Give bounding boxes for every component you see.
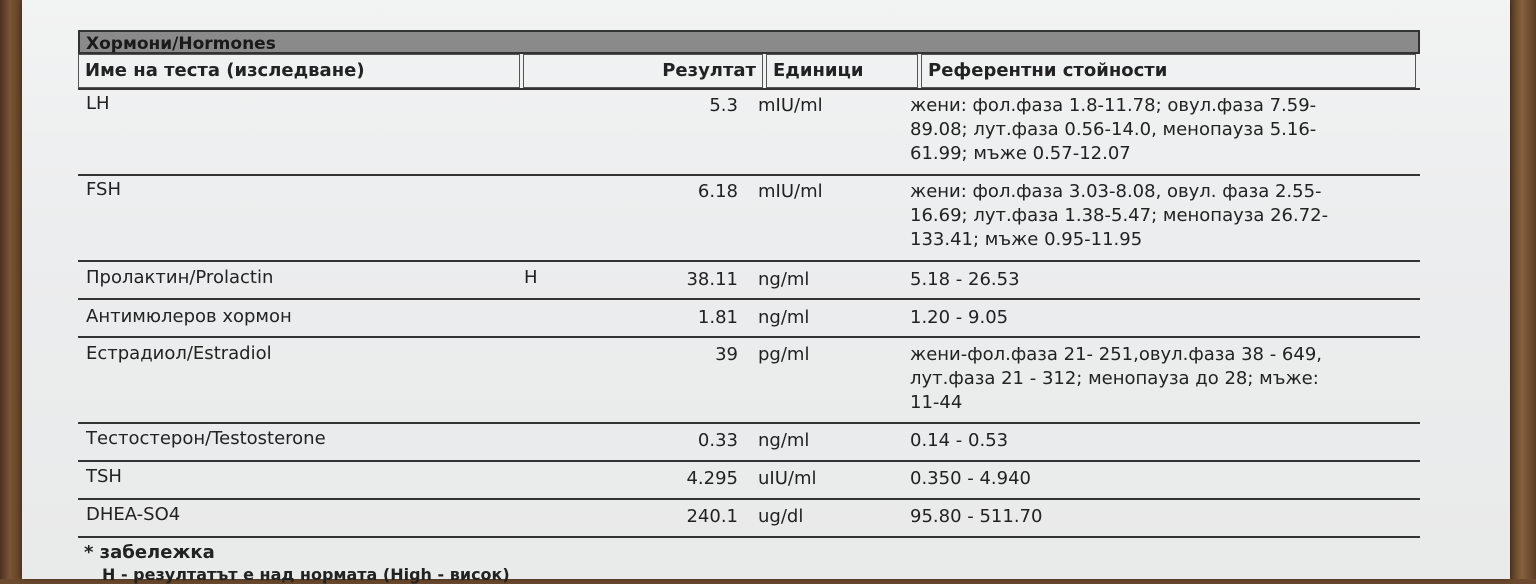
reference-range: 0.14 - 0.53 — [910, 430, 1009, 451]
column-header-reference: Референтни стойности — [921, 54, 1416, 88]
table-header — [78, 54, 1420, 90]
result-value: 39 — [715, 344, 738, 365]
table-row-lh — [78, 90, 1420, 176]
hormones-table — [78, 30, 1420, 584]
result-flag — [524, 500, 584, 536]
result-value: 240.1 — [686, 506, 738, 527]
result-flag — [524, 462, 584, 498]
result-unit: uIU/ml — [758, 468, 817, 489]
test-name: FSH — [86, 179, 121, 200]
section-title: Хормони/Hormones — [78, 30, 1420, 54]
result-value: 6.18 — [697, 181, 738, 202]
test-name: Антимюлеров хормон — [86, 306, 292, 327]
result-flag — [524, 424, 584, 460]
reference-range: 95.80 - 511.70 — [910, 506, 1043, 527]
result-unit: ng/ml — [758, 307, 810, 328]
test-name: TSH — [86, 466, 122, 487]
reference-range: жени-фол.фаза 21- 251,овул.фаза 38 - 649, лут.фаза 21 - 312; менопауза до 28; мъже: 11-44 — [910, 344, 1322, 413]
table-row-fsh — [78, 176, 1420, 262]
column-header-result: Резултат — [523, 54, 763, 88]
test-name: LH — [86, 93, 110, 114]
reference-range: 1.20 - 9.05 — [910, 307, 1009, 328]
reference-range: 5.18 - 26.53 — [910, 269, 1020, 290]
table-row-tsh — [78, 462, 1420, 500]
result-unit: mIU/ml — [758, 181, 823, 202]
reference-range: 0.350 - 4.940 — [910, 468, 1031, 489]
reference-range: жени: фол.фаза 1.8-11.78; овул.фаза 7.59- 89.08; лут.фаза 0.56-14.0, менопауза 5.16- 61.99; мъже 0.57-12.07 — [910, 95, 1317, 164]
result-unit: ng/ml — [758, 269, 810, 290]
column-header-units: Единици — [766, 54, 918, 88]
result-unit: ug/dl — [758, 506, 804, 527]
result-flag — [524, 90, 584, 174]
result-flag — [524, 300, 584, 336]
table-row-dhea — [78, 500, 1420, 538]
background-left — [0, 0, 24, 579]
note-high-flag: H - резултатът е над нормата (High - висок) — [102, 565, 510, 584]
result-value: 5.3 — [709, 95, 738, 116]
result-flag — [524, 338, 584, 422]
table-row-estradiol — [78, 338, 1420, 424]
result-value: 0.33 — [697, 430, 738, 451]
test-name: Тестостерон/Testosterone — [86, 428, 326, 449]
test-name: DHEA-SO4 — [86, 504, 181, 525]
result-value: 1.81 — [697, 307, 738, 328]
test-name: Пролактин/Prolactin — [86, 267, 274, 288]
lab-report-page — [22, 0, 1510, 584]
result-flag-high: H — [524, 267, 538, 288]
result-unit: mIU/ml — [758, 95, 823, 116]
result-value: 4.295 — [686, 468, 738, 489]
table-row-prolactin — [78, 262, 1420, 300]
result-unit: ng/ml — [758, 430, 810, 451]
column-header-name: Име на теста (изследване) — [78, 54, 520, 88]
notes-title: * забележка — [84, 542, 215, 563]
test-name: Естрадиол/Estradiol — [86, 343, 272, 364]
table-row-testosterone — [78, 424, 1420, 462]
result-value: 38.11 — [686, 269, 738, 290]
table-row-amh — [78, 300, 1420, 338]
reference-range: жени: фол.фаза 3.03-8.08, овул. фаза 2.55- 16.69; лут.фаза 1.38-5.47; менопауза 26.72- 133.41; мъже 0.95-11.95 — [910, 181, 1329, 250]
background-right — [1508, 0, 1536, 579]
result-flag — [524, 176, 584, 260]
result-unit: pg/ml — [758, 344, 810, 365]
